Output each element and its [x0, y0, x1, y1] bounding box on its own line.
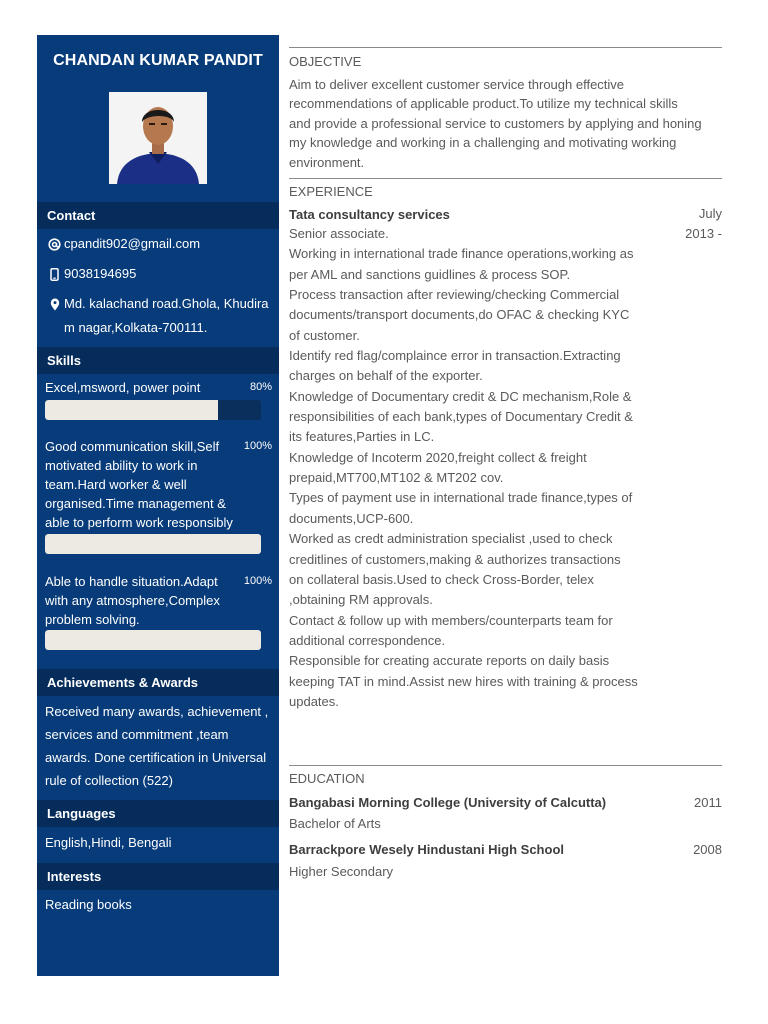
skill-percent: 100%	[243, 440, 272, 452]
divider	[289, 765, 722, 766]
experience-line: documents/transport documents,do OFAC & checking KYC	[289, 307, 630, 323]
map-pin-icon	[45, 292, 64, 340]
skill-label	[45, 572, 245, 629]
skill-line: Excel,msword, power point	[45, 380, 201, 395]
email-text: cpandit902@gmail.com	[64, 236, 201, 251]
experience-line: Knowledge of Documentary credit & DC mechanism,Role &	[289, 388, 632, 404]
skill-bar-fill	[45, 630, 261, 650]
experience-line: charges on behalf of the exporter.	[289, 368, 483, 384]
experience-heading: EXPERIENCE	[289, 184, 373, 199]
skill-line: with any atmosphere,Complex	[45, 593, 220, 608]
profile-photo	[109, 92, 207, 184]
experience-line: Contact & follow up with members/counterparts team for	[289, 612, 613, 628]
skill-line: motivated ability to work in	[45, 458, 198, 473]
experience-line: Responsible for creating accurate reports on daily basis	[289, 653, 610, 669]
experience-line: Worked as credt administration specialist ,used to check	[289, 531, 613, 547]
school-name: Barrackpore Wesely Hindustani High School	[289, 842, 564, 857]
objective-line: environment.	[289, 154, 365, 170]
experience-line: Knowledge of Incoterm 2020,freight collect & freight	[289, 449, 587, 465]
degree-name: Higher Secondary	[289, 864, 394, 879]
skill-bar	[45, 630, 261, 650]
candidate-name: CHANDAN KUMAR PANDIT	[53, 52, 263, 69]
objective-line: recommendations of applicable product.To utilize my technical skills	[289, 96, 678, 112]
address-contact	[45, 292, 269, 340]
skill-line: problem solving.	[45, 612, 140, 627]
skill-line: team.Hard worker & well	[45, 477, 187, 492]
degree-name: Bachelor of Arts	[289, 816, 381, 831]
experience-date	[685, 204, 722, 244]
company-name: Tata consultancy services	[289, 207, 450, 222]
experience-line: updates.	[289, 693, 339, 709]
skill-line: able to perform work responsibly	[45, 515, 233, 530]
skills-heading: Skills	[37, 347, 279, 374]
skill-line: Good communication skill,Self	[45, 439, 220, 454]
achievements-text	[45, 700, 277, 792]
interests-heading: Interests	[37, 863, 279, 890]
experience-line: responsibilities of each bank,types of Documentary Credit &	[289, 409, 633, 425]
objective-text	[289, 75, 722, 172]
skill-line: organised.Time management &	[45, 496, 226, 511]
achievement-line: rule of collection (522)	[45, 773, 173, 788]
skill-label	[45, 437, 245, 532]
education-heading: EDUCATION	[289, 771, 365, 786]
phone-text: 9038194695	[64, 266, 137, 281]
skill-bar-fill	[45, 400, 218, 420]
experience-line: its features,Parties in LC.	[289, 429, 435, 445]
experience-line: Senior associate.	[289, 226, 389, 241]
objective-line: and provide a professional service to customers by applying and honing	[289, 115, 702, 131]
interests-text: Reading books	[45, 897, 132, 912]
divider	[289, 47, 722, 48]
experience-details	[289, 224, 653, 712]
experience-line: ,obtaining RM approvals.	[289, 592, 433, 608]
mobile-phone-icon	[45, 262, 64, 286]
experience-line: of customer.	[289, 327, 360, 343]
contact-heading: Contact	[37, 202, 279, 229]
education-year: 2008	[693, 842, 722, 857]
date-line: 2013 -	[685, 226, 722, 241]
achievement-line: awards. Done certification in Universal	[45, 750, 267, 765]
objective-line: Aim to deliver excellent customer service through effective	[289, 77, 625, 92]
languages-heading: Languages	[37, 800, 279, 827]
objective-line: my knowledge and working in a challenging and motivating working	[289, 135, 677, 151]
date-line: July	[698, 206, 722, 221]
at-icon	[45, 232, 64, 256]
skill-percent: 100%	[243, 575, 272, 587]
languages-text: English,Hindi, Bengali	[45, 835, 172, 850]
email-contact[interactable]	[45, 232, 200, 256]
sidebar	[37, 35, 279, 976]
experience-line: Process transaction after reviewing/checking Commercial	[289, 287, 620, 303]
experience-line: Working in international trade finance operations,working as	[289, 246, 634, 262]
experience-line: creditlines of customers,making & authorizes transactions	[289, 551, 621, 567]
achievements-heading: Achievements & Awards	[37, 669, 279, 696]
skill-bar	[45, 534, 261, 554]
experience-line: keeping TAT in mind.Assist new hires with training & process	[289, 673, 638, 689]
experience-line: Identify red flag/complaince error in transaction.Extracting	[289, 348, 621, 364]
achievement-line: Received many awards, achievement ,	[45, 704, 269, 719]
experience-line: per AML and sanctions guidlines & process SOP.	[289, 266, 571, 282]
skill-bar	[45, 400, 261, 420]
experience-line: documents,UCP-600.	[289, 510, 414, 526]
experience-line: additional correspondence.	[289, 632, 446, 648]
address-line-1: Md. kalachand road.Ghola, Khudira	[64, 296, 269, 311]
school-name: Bangabasi Morning College (University of Calcutta)	[289, 795, 607, 810]
phone-contact[interactable]	[45, 262, 136, 286]
skill-label	[45, 378, 245, 397]
skill-line: Able to handle situation.Adapt	[45, 574, 218, 589]
address-line-2: m nagar,Kolkata-700111.	[64, 320, 208, 335]
experience-line: on collateral basis.Used to check Cross-Border, telex	[289, 571, 594, 587]
skill-percent: 80%	[249, 381, 272, 393]
experience-line: Types of payment use in international trade finance,types of	[289, 490, 633, 506]
divider	[289, 178, 722, 179]
objective-heading: OBJECTIVE	[289, 54, 362, 69]
achievement-line: services and commitment ,team	[45, 727, 229, 742]
education-year: 2011	[694, 795, 722, 810]
experience-line: prepaid,MT700,MT102 & MT202 cov.	[289, 470, 504, 486]
skill-bar-fill	[45, 534, 261, 554]
